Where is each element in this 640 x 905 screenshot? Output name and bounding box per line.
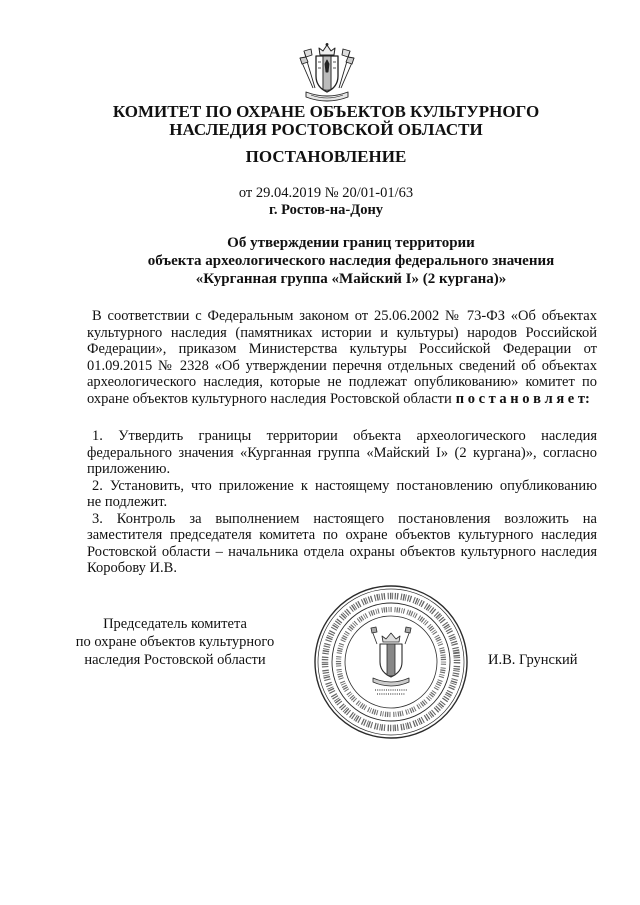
resolves-keyword: п о с т а н о в л я е т: — [455, 390, 590, 407]
resolution-item-3 — [87, 511, 597, 577]
resolution-item-1 — [87, 428, 597, 478]
preamble-paragraph — [87, 308, 597, 407]
signatory-position-line: наследия Ростовской области — [84, 652, 266, 668]
organization-title-line: НАСЛЕДИЯ РОСТОВСКОЙ ОБЛАСТИ — [169, 120, 483, 139]
preamble-line: Федерации», приказом Министерства культуры Российской Федерации от — [87, 341, 597, 357]
preamble-line-text: охране объектов культурного наследия Ростовской области — [87, 390, 452, 407]
item-line: заместителя председателя комитета по охране объектов культурного наследия — [87, 527, 597, 543]
signatory-position-line: по охране объектов культурного — [75, 634, 275, 650]
item-line: не подлежит. — [87, 494, 168, 510]
signatory-position — [75, 615, 275, 669]
resolution-item-2 — [87, 478, 597, 511]
item-line: приложению. — [87, 461, 171, 477]
coat-of-arms-icon — [297, 42, 357, 104]
organization-title-line: КОМИТЕТ ПО ОХРАНЕ ОБЪЕКТОВ КУЛЬТУРНОГО — [112, 102, 540, 121]
subject-line: «Курганная группа «Майский I» (2 кургана)» — [195, 271, 507, 287]
date-number: от 29.04.2019 № 20/01-01/63 — [238, 185, 414, 201]
document-subject — [100, 234, 602, 288]
city: г. Ростов-на-Дону — [268, 202, 384, 218]
preamble-line: 01.09.2015 № 2328 «Об утверждении перечня отдельных сведений об объектах — [87, 357, 597, 374]
signatory-position-line: Председатель комитета — [103, 616, 247, 632]
preamble-line: В соответствии с Федеральным законом от 25.06.2002 № 73-ФЗ «Об объектах — [92, 308, 597, 324]
item-line: Ростовской области – начальника отдела охраны объектов культурного наследия — [87, 543, 597, 560]
resolution-items — [87, 428, 597, 577]
signatory-name: И.В. Грунский — [488, 652, 578, 668]
preamble-line: археологического наследия, которые не подлежат опубликованию» комитет по — [87, 374, 597, 390]
preamble-line: культурного наследия (памятниках истории и культуры) народов Российской — [87, 324, 597, 341]
subject-line: объекта археологического наследия федерального значения — [147, 253, 555, 269]
preamble-last-line — [87, 391, 597, 408]
item-line: федерального значения «Курганная группа «Майский I» (2 кургана)», согласно — [87, 444, 597, 461]
subject-line: Об утверждении границ территории — [227, 235, 475, 251]
date-and-number-block — [60, 185, 592, 219]
item-line: 3. Контроль за выполнением настоящего постановления возложить на — [92, 510, 597, 527]
item-line: Коробову И.В. — [87, 560, 177, 576]
official-seal-icon — [311, 582, 471, 742]
organization-title — [60, 103, 592, 139]
item-line: 2. Установить, что приложение к настоящему постановлению опубликованию — [92, 477, 597, 494]
item-line: 1. Утвердить границы территории объекта археологического наследия — [92, 428, 597, 444]
document-type: ПОСТАНОВЛЕНИЕ — [245, 147, 407, 166]
